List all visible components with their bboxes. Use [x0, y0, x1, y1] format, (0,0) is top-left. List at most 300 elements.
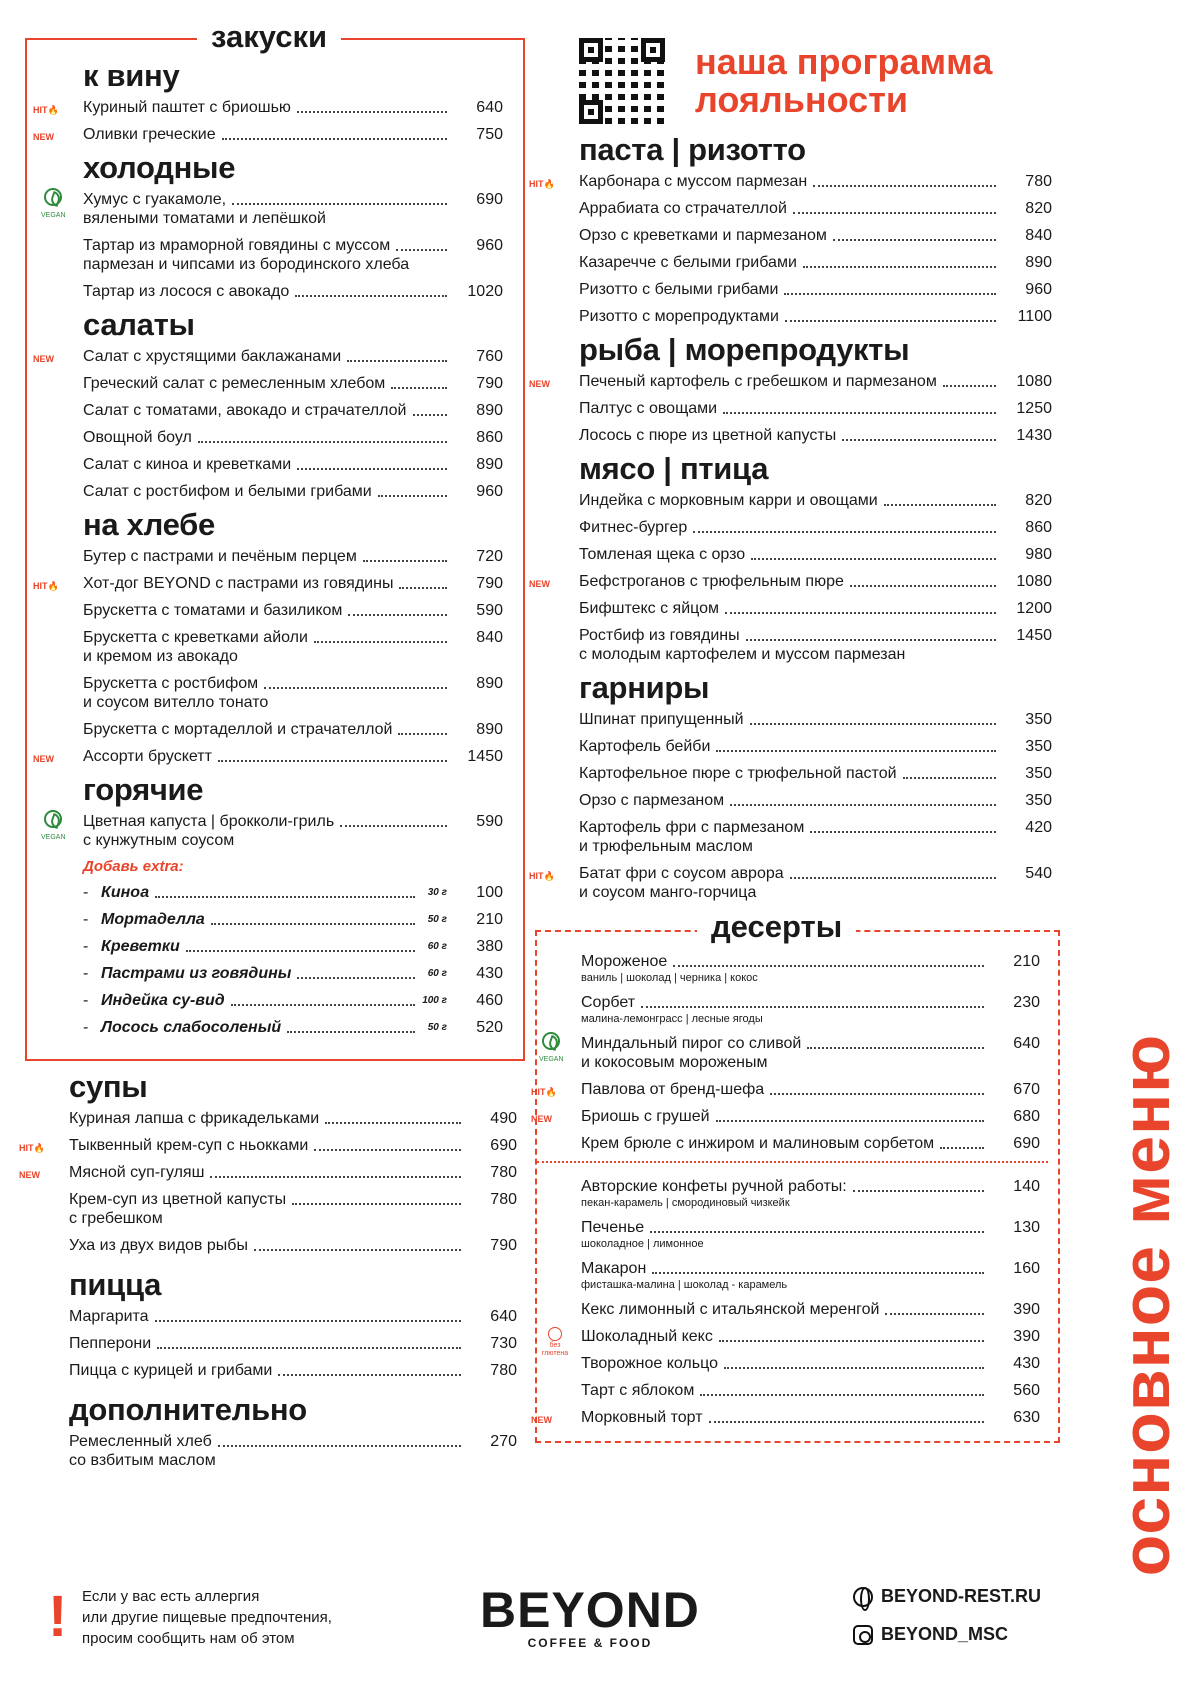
menu-item-options: шоколадное | лимонное	[581, 1238, 704, 1250]
menu-item-name: Крем-суп из цветной капусты	[69, 1191, 287, 1208]
menu-item[interactable]	[537, 1300, 1048, 1319]
menu-item[interactable]	[535, 737, 1060, 756]
menu-item-name-block	[581, 1327, 990, 1346]
menu-item-line	[579, 280, 1002, 299]
leader-dots	[716, 750, 996, 752]
menu-item-name-block	[101, 883, 453, 902]
vegan-icon	[41, 810, 66, 841]
menu-item[interactable]	[535, 710, 1060, 729]
menu-item-subline: и соусом манго-горчица	[579, 884, 757, 901]
leader-dots	[297, 977, 415, 979]
menu-item[interactable]	[537, 1354, 1048, 1373]
snacks-title: закуски	[197, 20, 341, 54]
menu-item-line	[101, 1018, 453, 1037]
exclamation-icon: !	[48, 1584, 68, 1649]
menu-item[interactable]	[39, 1018, 511, 1037]
menu-item-line	[83, 190, 453, 209]
leaf-icon	[542, 1032, 560, 1050]
menu-item[interactable]	[535, 545, 1060, 564]
menu-item-name-block	[579, 399, 1002, 418]
side-title	[1108, 960, 1184, 1650]
menu-item-price: 640	[476, 99, 503, 116]
menu-item-line	[581, 1080, 990, 1099]
menu-item-name: Салат с киноа и креветками	[83, 456, 292, 473]
menu-item-name-block	[83, 601, 453, 620]
hit-badge	[529, 867, 565, 886]
menu-item[interactable]	[25, 1236, 525, 1255]
vegan-icon	[539, 1032, 564, 1063]
menu-item-price: 390	[1013, 1328, 1040, 1345]
menu-item-name-block	[83, 282, 453, 301]
menu-item-name: Мортаделла	[101, 911, 205, 928]
menu-item-name-block	[579, 626, 1002, 664]
menu-item-name: Бефстроганов с трюфельным пюре	[579, 573, 844, 590]
menu-item-line	[83, 674, 453, 693]
menu-item-name: Хот-дог BEYOND с пастрами из говядины	[83, 575, 394, 592]
leader-dots	[940, 1147, 984, 1149]
menu-item[interactable]	[529, 172, 1060, 191]
menu-item-line	[69, 1163, 467, 1182]
snacks-body	[33, 58, 511, 850]
menu-item[interactable]	[535, 491, 1060, 510]
menu-item[interactable]	[535, 199, 1060, 218]
menu-item-name: Орзо с пармезаном	[579, 792, 725, 809]
menu-item-price: 1020	[467, 283, 503, 300]
menu-item-line	[83, 812, 453, 831]
menu-item-price: 1100	[1017, 308, 1052, 325]
menu-item-name: Фитнес-бургер	[579, 519, 688, 536]
menu-item[interactable]	[33, 125, 511, 144]
menu-item-line	[579, 791, 1002, 810]
new-badge	[531, 1411, 567, 1430]
menu-item-name-block	[101, 964, 453, 983]
menu-item-line	[579, 626, 1002, 645]
menu-item-subline: и соусом вителло тонато	[83, 694, 269, 711]
menu-item[interactable]	[25, 1109, 525, 1128]
menu-item-line	[69, 1236, 467, 1255]
menu-item-line	[581, 1218, 990, 1237]
fire-icon: 🔥	[543, 179, 555, 189]
menu-item-name: Пицца с курицей и грибами	[69, 1362, 273, 1379]
menu-item-name: Креветки	[101, 938, 180, 955]
menu-item[interactable]	[537, 1034, 1048, 1072]
menu-item-name: Крем брюле с инжиром и малиновым сорбетом	[581, 1135, 935, 1152]
menu-item-name: Куриный паштет с бриошью	[83, 99, 291, 116]
menu-item[interactable]	[39, 374, 511, 393]
menu-item-line	[83, 720, 453, 739]
menu-item-line	[69, 1334, 467, 1353]
menu-item-price: 140	[1013, 1178, 1040, 1195]
leader-dots	[391, 387, 447, 389]
list-dash: -	[83, 1019, 89, 1036]
leaf-icon	[44, 810, 62, 828]
leader-dots	[693, 531, 996, 533]
menu-item-line	[581, 1107, 990, 1126]
menu-item-name-block	[579, 599, 1002, 618]
leader-dots	[652, 1272, 984, 1274]
menu-item[interactable]	[39, 937, 511, 956]
menu-item-price: 980	[1025, 546, 1052, 563]
menu-item[interactable]	[25, 1334, 525, 1353]
menu-item-name: Аррабиата со страчателлой	[579, 200, 787, 217]
menu-item[interactable]	[33, 347, 511, 366]
menu-item-price: 680	[1013, 1108, 1040, 1125]
badge-label: HIT	[531, 1087, 546, 1097]
menu-item-price: 490	[490, 1110, 517, 1127]
menu-item[interactable]	[39, 628, 511, 666]
menu-item[interactable]	[39, 674, 511, 712]
pizza-section	[25, 1269, 525, 1380]
menu-item-name: Лосось слабосоленый	[101, 1019, 282, 1036]
menu-item-price: 540	[1025, 865, 1052, 882]
menu-item[interactable]	[537, 993, 1048, 1026]
menu-item-line	[579, 764, 1002, 783]
leader-dots	[943, 385, 996, 387]
left-column	[19, 19, 525, 1478]
menu-item[interactable]	[535, 226, 1060, 245]
loyalty-block[interactable]	[535, 38, 1060, 124]
instagram-link[interactable]	[853, 1624, 1008, 1645]
menu-item-price: 640	[490, 1308, 517, 1325]
menu-item-line	[83, 455, 453, 474]
menu-item-name-block	[579, 737, 1002, 756]
sides-section	[529, 670, 1060, 902]
menu-item[interactable]	[39, 236, 511, 274]
leader-dots	[210, 1176, 461, 1178]
menu-item[interactable]	[33, 98, 511, 117]
menu-item-name: Тартар из лосося с авокадо	[83, 283, 290, 300]
menu-item-name-block	[69, 1190, 467, 1228]
menu-item-name-block	[69, 1236, 467, 1255]
qr-code-icon[interactable]	[579, 38, 665, 124]
menu-item-name: Печеный картофель с гребешком и пармезаном	[579, 373, 937, 390]
leader-dots	[325, 1122, 461, 1124]
badge-label: HIT	[33, 581, 48, 591]
leader-dots	[750, 723, 996, 725]
menu-item-name-block	[581, 1259, 990, 1292]
menu-item-name: Картофель фри с пармезаном	[579, 819, 805, 836]
section-heading: гарниры	[579, 670, 710, 705]
menu-item[interactable]	[25, 1307, 525, 1326]
menu-item[interactable]	[39, 482, 511, 501]
no-wheat-icon	[548, 1327, 562, 1341]
menu-item-price: 960	[476, 237, 503, 254]
menu-item[interactable]	[537, 1218, 1048, 1251]
menu-item[interactable]	[535, 280, 1060, 299]
menu-item-name-block	[83, 574, 453, 593]
menu-item-price: 520	[476, 1019, 503, 1036]
menu-item-name-block	[579, 572, 1002, 591]
menu-item-price: 640	[1013, 1035, 1040, 1052]
menu-item[interactable]	[39, 964, 511, 983]
menu-item-line	[83, 401, 453, 420]
website-text: BEYOND-REST.RU	[881, 1586, 1042, 1606]
menu-item-name-block	[83, 455, 453, 474]
menu-item-line	[579, 399, 1002, 418]
loyalty-line-1: наша программа	[695, 41, 993, 82]
menu-item-options: малина-лемонграсс | лесные ягоды	[581, 1013, 763, 1025]
menu-item-price: 420	[1025, 819, 1052, 836]
leader-dots	[278, 1374, 461, 1376]
menu-item[interactable]	[529, 864, 1060, 902]
menu-item[interactable]	[39, 910, 511, 929]
menu-item-price: 380	[476, 938, 503, 955]
fire-icon: 🔥	[545, 1087, 557, 1097]
menu-item-name: Ассорти брускетт	[83, 748, 212, 765]
menu-item-line	[83, 547, 453, 566]
leader-dots	[730, 804, 996, 806]
allergy-line-1: Если у вас есть аллергия	[82, 1588, 260, 1605]
menu-item[interactable]	[537, 952, 1048, 985]
menu-item-line	[581, 952, 990, 971]
leader-dots	[157, 1347, 461, 1349]
section-heading: дополнительно	[69, 1392, 307, 1427]
menu-item-price: 890	[476, 402, 503, 419]
menu-item-name-block	[83, 482, 453, 501]
menu-item-name: Казаречче с белыми грибами	[579, 254, 797, 271]
menu-item-price: 720	[476, 548, 503, 565]
menu-item[interactable]	[535, 818, 1060, 856]
leader-dots	[785, 320, 996, 322]
menu-item-name-block	[83, 428, 453, 447]
menu-item[interactable]	[535, 426, 1060, 445]
menu-item-name: Овощной боул	[83, 429, 192, 446]
hit-badge	[33, 577, 69, 596]
vegan-icon	[41, 188, 66, 219]
menu-item[interactable]	[39, 720, 511, 739]
menu-item-name-block	[83, 98, 453, 117]
section-heading: к вину	[83, 58, 180, 93]
menu-item[interactable]	[39, 547, 511, 566]
menu-item-price: 840	[476, 629, 503, 646]
menu-item-price: 1430	[1016, 427, 1052, 444]
menu-item-name-block	[581, 1034, 990, 1072]
menu-item-name: Лосось с пюре из цветной капусты	[579, 427, 837, 444]
menu-item-price: 890	[1025, 254, 1052, 271]
menu-item-line	[69, 1307, 467, 1326]
leader-dots	[746, 639, 996, 641]
menu-item[interactable]	[535, 307, 1060, 326]
menu-item-name: Тартар из мраморной говядины с муссом	[83, 237, 391, 254]
leader-dots	[807, 1047, 984, 1049]
menu-item-name: Печенье	[581, 1219, 645, 1236]
menu-item-name-block	[581, 1381, 990, 1400]
menu-item-name-block	[579, 172, 1002, 191]
menu-item-name: Брускетта с ростбифом	[83, 675, 259, 692]
menu-item-price: 390	[1013, 1301, 1040, 1318]
menu-item-name-block	[69, 1334, 467, 1353]
menu-item-price: 960	[476, 483, 503, 500]
menu-item-name: Орзо с креветками и пармезаном	[579, 227, 827, 244]
menu-item-name-block	[83, 236, 453, 274]
hit-badge	[33, 101, 69, 120]
menu-item[interactable]	[529, 572, 1060, 591]
menu-item-subline: и трюфельным маслом	[579, 838, 753, 855]
menu-item[interactable]	[39, 455, 511, 474]
menu-item[interactable]	[535, 626, 1060, 664]
menu-item-name: Тарт с яблоком	[581, 1382, 695, 1399]
menu-item-name-block	[83, 547, 453, 566]
menu-item-price: 780	[490, 1191, 517, 1208]
menu-item[interactable]	[535, 791, 1060, 810]
menu-item-name-block	[581, 1300, 990, 1319]
leader-dots	[198, 441, 447, 443]
badge-label: HIT	[529, 871, 544, 881]
menu-item-name-block	[83, 401, 453, 420]
leader-dots	[186, 950, 415, 952]
menu-item-name: Батат фри с соусом аврора	[579, 865, 784, 882]
menu-item-line	[579, 518, 1002, 537]
menu-item-name-block	[579, 545, 1002, 564]
menu-item[interactable]	[39, 991, 511, 1010]
menu-item-name-block	[579, 280, 1002, 299]
menu-item[interactable]	[39, 428, 511, 447]
menu-item-subline: и кремом из авокадо	[83, 648, 238, 665]
new-badge	[19, 1166, 55, 1185]
badge-label: NEW	[529, 579, 550, 589]
menu-item[interactable]	[537, 1259, 1048, 1292]
menu-item[interactable]	[39, 812, 511, 850]
menu-item-name: Индейка с морковным карри и овощами	[579, 492, 878, 509]
new-badge	[33, 750, 69, 769]
menu-item-name-block	[581, 952, 990, 985]
menu-item[interactable]	[39, 601, 511, 620]
menu-item-name: Миндальный пирог со сливой	[581, 1035, 802, 1052]
leader-dots	[810, 831, 996, 833]
menu-item-name-block	[579, 818, 1002, 856]
menu-item-price: 670	[1013, 1081, 1040, 1098]
menu-item-line	[101, 910, 453, 929]
menu-item-name: Творожное кольцо	[581, 1355, 718, 1372]
menu-item-line	[579, 599, 1002, 618]
menu-item[interactable]	[19, 1163, 525, 1182]
brand-subtitle: COFFEE & FOOD	[527, 1636, 653, 1650]
menu-item-line	[579, 172, 1002, 191]
leader-dots	[700, 1394, 984, 1396]
menu-item[interactable]	[39, 190, 511, 228]
menu-item-name-block	[101, 1018, 453, 1037]
desserts-divider	[537, 1161, 1048, 1163]
menu-item[interactable]	[25, 1361, 525, 1380]
menu-item[interactable]	[33, 747, 511, 766]
menu-item-name-block	[69, 1109, 467, 1128]
globe-icon	[853, 1587, 873, 1607]
menu-item-line	[581, 1034, 990, 1053]
menu-item-line	[83, 282, 453, 301]
vegan-label: VEGAN	[539, 1056, 564, 1063]
badge-label: HIT	[529, 179, 544, 189]
menu-item[interactable]	[535, 253, 1060, 272]
menu-item-name: Брускетта с томатами и базиликом	[83, 602, 343, 619]
menu-item-price: 460	[476, 992, 503, 1009]
menu-item[interactable]	[39, 883, 511, 902]
leader-dots	[218, 760, 447, 762]
leader-dots	[716, 1120, 984, 1122]
menu-item-name-block	[579, 253, 1002, 272]
menu-item[interactable]	[535, 764, 1060, 783]
menu-item-line	[579, 199, 1002, 218]
menu-item[interactable]	[535, 518, 1060, 537]
menu-item-price: 890	[476, 456, 503, 473]
menu-item-name: Оливки греческие	[83, 126, 216, 143]
menu-item[interactable]	[537, 1381, 1048, 1400]
menu-item[interactable]	[537, 1177, 1048, 1210]
menu-item-price: 430	[476, 965, 503, 982]
menu-item-weight: 50 г	[427, 1022, 447, 1033]
leader-dots	[314, 1149, 461, 1151]
menu-item-name: Макарон	[581, 1260, 647, 1277]
menu-item-name: Киноа	[101, 884, 150, 901]
menu-item-line	[83, 374, 453, 393]
desserts-title: десерты	[697, 910, 856, 944]
website-link[interactable]	[853, 1586, 1041, 1607]
menu-item-price: 630	[1013, 1409, 1040, 1426]
pasta-section	[529, 132, 1060, 326]
menu-item-price: 860	[476, 429, 503, 446]
menu-item-line	[581, 1259, 990, 1278]
menu-item-line	[83, 125, 453, 144]
menu-item-price: 560	[1013, 1382, 1040, 1399]
menu-item-name-block	[579, 226, 1002, 245]
menu-item-name-block	[69, 1136, 467, 1155]
menu-item-options: фисташка-малина | шоколад - карамель	[581, 1279, 788, 1291]
leader-dots	[155, 896, 415, 898]
menu-item-name-block	[581, 1354, 990, 1373]
menu-item-weight: 60 г	[427, 941, 447, 952]
menu-item[interactable]	[537, 1327, 1048, 1357]
leader-dots	[211, 923, 415, 925]
menu-item[interactable]	[529, 372, 1060, 391]
desserts-frame	[531, 909, 1060, 1443]
leader-dots	[673, 965, 984, 967]
menu-item[interactable]	[39, 401, 511, 420]
section-heading: на хлебе	[83, 507, 215, 542]
menu-item-name-block	[83, 720, 453, 739]
menu-item-line	[579, 491, 1002, 510]
menu-item-line	[581, 1354, 990, 1373]
menu-item-name: Куриная лапша с фрикадельками	[69, 1110, 320, 1127]
menu-item-name: Хумус с гуакамоле,	[83, 191, 227, 208]
menu-item-price: 690	[476, 191, 503, 208]
menu-item-name: Шпинат припущенный	[579, 711, 744, 728]
menu-item-line	[83, 574, 453, 593]
leader-dots	[363, 560, 447, 562]
leader-dots	[803, 266, 996, 268]
list-dash: -	[83, 911, 89, 928]
menu-item-subline: вялеными томатами и лепёшкой	[83, 210, 326, 227]
menu-item-name: Маргарита	[69, 1308, 149, 1325]
menu-item[interactable]	[537, 1134, 1048, 1153]
menu-item[interactable]	[33, 574, 511, 593]
menu-item-subline: с кунжутным соусом	[83, 832, 235, 849]
menu-item[interactable]	[531, 1408, 1048, 1427]
menu-item[interactable]	[531, 1080, 1048, 1099]
menu-item[interactable]	[531, 1107, 1048, 1126]
menu-item[interactable]	[19, 1136, 525, 1155]
menu-item[interactable]	[25, 1190, 525, 1228]
menu-item[interactable]	[535, 399, 1060, 418]
menu-item-line	[579, 545, 1002, 564]
menu-item-line	[101, 937, 453, 956]
menu-item-price: 780	[1025, 173, 1052, 190]
menu-item-line	[579, 253, 1002, 272]
menu-item[interactable]	[535, 599, 1060, 618]
menu-item-subline: с гребешком	[69, 1210, 163, 1227]
menu-item[interactable]	[39, 282, 511, 301]
menu-item[interactable]	[25, 1432, 525, 1470]
new-badge	[33, 128, 69, 147]
menu-item-name: Мясной суп-гуляш	[69, 1164, 205, 1181]
